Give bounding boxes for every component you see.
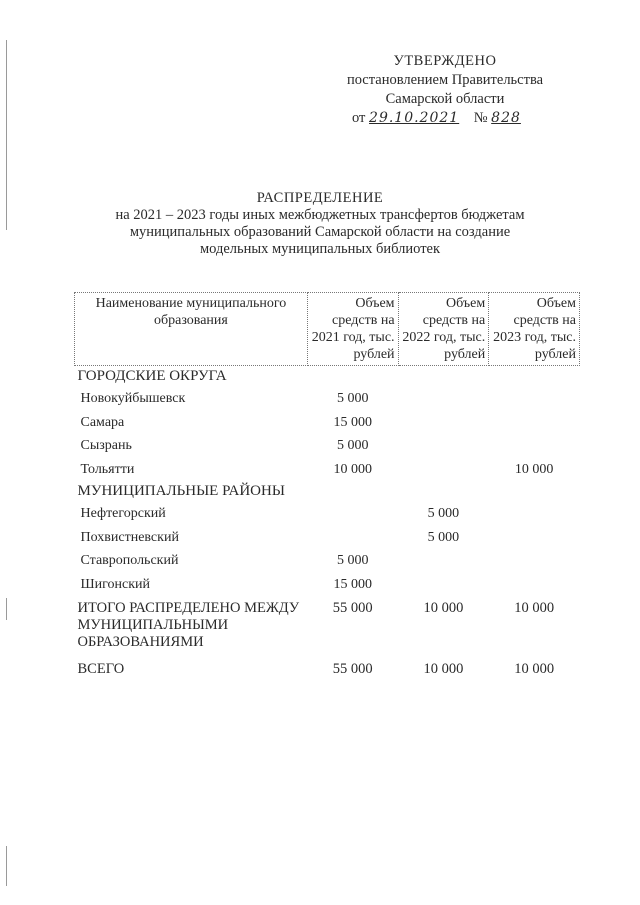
value-2022 (398, 411, 489, 435)
grand-total-2022: 10 000 (423, 660, 464, 677)
scan-edge-mark (6, 40, 7, 230)
approval-number: 828 (491, 110, 521, 126)
table-row (75, 573, 580, 597)
number-prefix: № (473, 110, 488, 126)
table-row (75, 411, 580, 435)
municipality-name: Шигонский (80, 576, 151, 592)
value-2022: 5 000 (427, 506, 460, 522)
approval-line-1: постановлением Правительства (346, 72, 544, 88)
value-2021: 5 000 (336, 391, 369, 407)
grand-total-2021: 55 000 (332, 660, 373, 677)
date-prefix: от (352, 110, 366, 126)
heading-title: РАСПРЕДЕЛЕНИЕ (256, 190, 384, 206)
header-2022: Объем средств на 2022 год, тыс. рублей (398, 293, 489, 366)
value-2022 (398, 387, 489, 411)
approval-date-line (330, 109, 560, 128)
value-2021: 5 000 (336, 438, 369, 454)
table-row (75, 387, 580, 411)
municipality-name: Нефтегорский (80, 506, 166, 522)
table-row (75, 549, 580, 573)
municipality-name: Новокуйбышевск (80, 391, 186, 407)
value-2023: 10 000 (514, 461, 554, 477)
header-2023: Объем средств на 2023 год, тыс. рублей (489, 293, 580, 366)
value-2023 (489, 526, 580, 550)
value-2023 (489, 573, 580, 597)
value-2022: 5 000 (427, 529, 460, 545)
value-2021 (307, 526, 398, 550)
value-2023 (489, 549, 580, 573)
heading-line-1: на 2021 – 2023 годы иных межбюджетных трансфертов бюджетам (115, 207, 525, 223)
approval-date: 29.10.2021 (369, 110, 460, 126)
heading-line-2: муниципальных образований Самарской области на создание (129, 224, 511, 240)
total-row (75, 596, 580, 656)
table-row (75, 502, 580, 526)
total-2023: 10 000 (514, 600, 555, 616)
value-2021: 5 000 (336, 553, 369, 569)
grand-total-label: ВСЕГО (77, 660, 125, 677)
value-2022 (398, 573, 489, 597)
table-row (75, 526, 580, 550)
grand-total-row (75, 656, 580, 682)
header-2021: Объем средств на 2021 год, тыс. рублей (307, 293, 398, 366)
value-2022 (398, 458, 489, 482)
approval-line-2: Самарской области (385, 91, 505, 107)
table-row (75, 458, 580, 482)
scan-edge-mark (6, 598, 7, 620)
municipality-name: Сызрань (80, 438, 132, 454)
municipality-name: Тольятти (80, 461, 135, 477)
heading-line-3: модельных муниципальных библиотек (199, 241, 441, 257)
municipality-name: Похвистневский (80, 529, 179, 545)
municipality-name: Ставропольский (80, 553, 179, 569)
document-heading (80, 190, 560, 258)
value-2021: 15 000 (333, 576, 372, 592)
value-2023 (489, 502, 580, 526)
value-2023 (489, 434, 580, 458)
total-label: ИТОГО РАСПРЕДЕЛЕНО МЕЖДУ МУНИЦИПАЛЬНЫМИ ОБРАЗОВАНИЯМИ (77, 600, 300, 650)
grand-total-2023: 10 000 (514, 660, 555, 677)
total-2022: 10 000 (423, 600, 464, 616)
header-municipality: Наименование муниципального образования (75, 293, 308, 366)
approval-title: УТВЕРЖДЕНО (393, 53, 497, 69)
value-2022 (398, 434, 489, 458)
section-title: ГОРОДСКИЕ ОКРУГА (77, 368, 227, 384)
distribution-table (74, 292, 580, 682)
table-row (75, 434, 580, 458)
value-2023 (489, 411, 580, 435)
value-2022 (398, 549, 489, 573)
value-2023 (489, 387, 580, 411)
municipality-name: Самара (80, 414, 125, 430)
value-2021: 15 000 (333, 414, 372, 430)
value-2021: 10 000 (333, 461, 372, 477)
total-2021: 55 000 (332, 600, 373, 616)
table-header-row (75, 293, 580, 366)
value-2021 (307, 502, 398, 526)
section-row (75, 366, 580, 388)
approval-block (330, 52, 560, 128)
section-title: МУНИЦИПАЛЬНЫЕ РАЙОНЫ (77, 483, 285, 499)
scan-edge-mark (6, 846, 7, 886)
section-row (75, 481, 580, 502)
